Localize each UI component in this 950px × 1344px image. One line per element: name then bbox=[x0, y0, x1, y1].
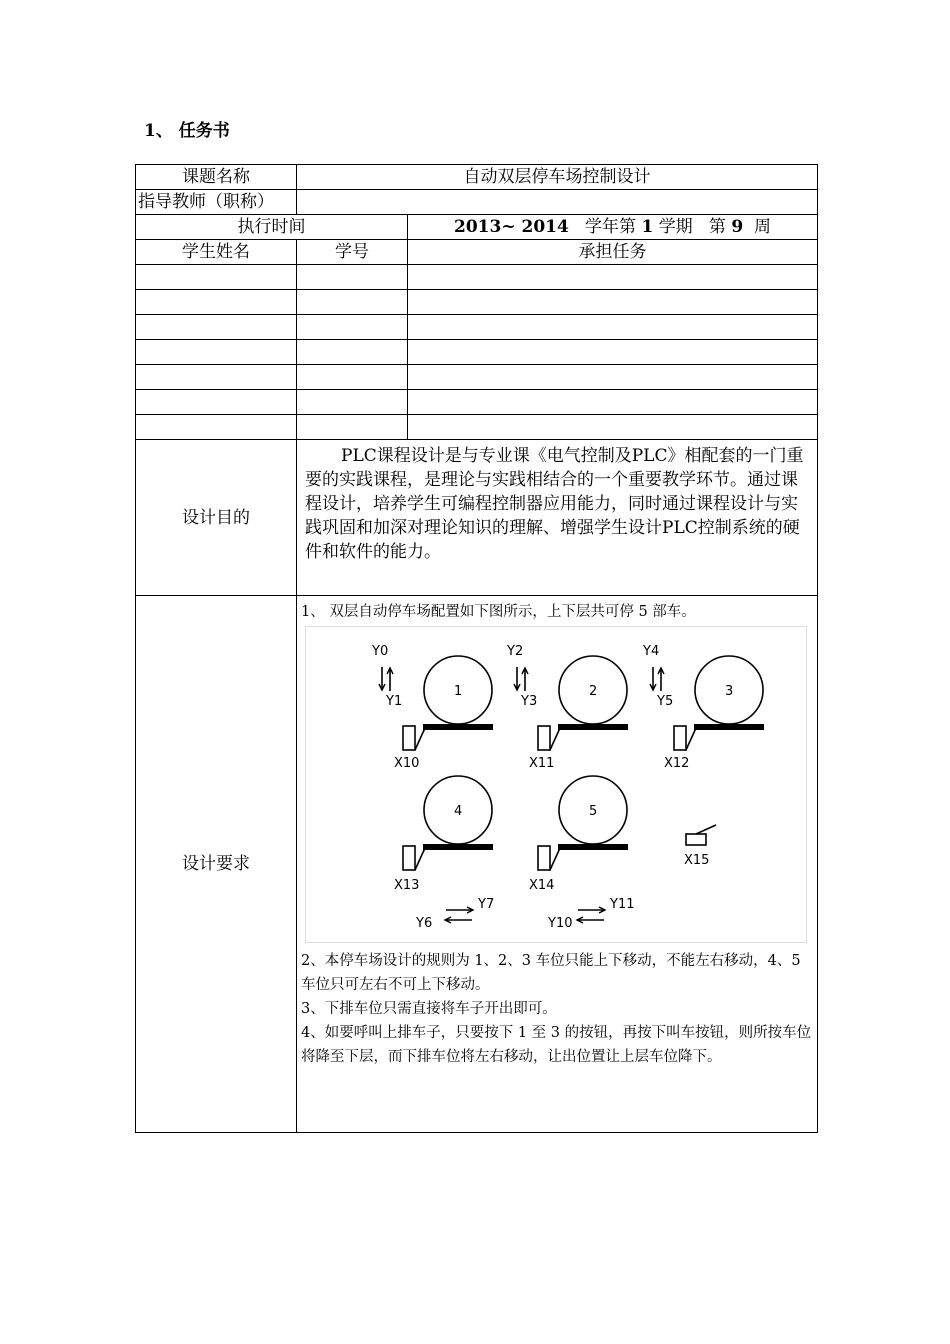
down-signal-label: Y1 bbox=[386, 694, 403, 709]
time-years: 2013~ 2014 bbox=[454, 217, 569, 237]
h-signal-label: Y6 bbox=[416, 916, 433, 931]
requirement-3: 3、下排车位只需直接将车子开出即可。 bbox=[301, 1001, 557, 1017]
sensor-label: X11 bbox=[529, 756, 555, 771]
time-text-2: 学期 bbox=[658, 217, 693, 237]
sensor-label: X13 bbox=[394, 878, 420, 893]
h-signal-label: Y10 bbox=[548, 916, 573, 931]
time-term: 1 bbox=[641, 217, 654, 237]
parking-diagram bbox=[305, 626, 807, 943]
requirement-label: 设计要求 bbox=[136, 596, 297, 1133]
sensor-box bbox=[674, 726, 686, 750]
sensor-arm bbox=[550, 848, 560, 870]
time-week: 9 bbox=[731, 217, 744, 237]
up-signal-label: Y0 bbox=[372, 644, 389, 659]
table-row bbox=[136, 415, 818, 440]
advisor-value bbox=[297, 190, 818, 215]
purpose-label: 设计目的 bbox=[136, 440, 297, 596]
h-signal-label: Y11 bbox=[610, 897, 635, 912]
topic-row bbox=[136, 165, 818, 190]
platform bbox=[423, 724, 493, 730]
wheel-label: 1 bbox=[454, 684, 463, 699]
sensor-arm bbox=[686, 728, 696, 750]
sensor-label: X10 bbox=[394, 756, 420, 771]
table-row bbox=[136, 315, 818, 340]
purpose-text: PLC课程设计是与专业课《电气控制及PLC》相配套的一门重要的实践课程，是理论与实践相结合的一个重要教学环节。通过课程设计，培养学生可编程控制器应用能力，同时通过课程设计与实践巩固和加深对理论知识的理解、增强学生设计PLC控制系统的硬件和软件的能力。 bbox=[297, 440, 818, 596]
sensor-arm bbox=[415, 728, 425, 750]
platform bbox=[558, 844, 628, 850]
time-row bbox=[136, 215, 818, 240]
time-text-3: 第 bbox=[708, 217, 726, 237]
advisor-label: 指导教师（职称） bbox=[136, 190, 297, 215]
table-row bbox=[136, 265, 818, 290]
sensor-box bbox=[403, 726, 415, 750]
sensor-arm bbox=[415, 848, 425, 870]
task-col: 承担任务 bbox=[408, 240, 818, 265]
platform bbox=[694, 724, 764, 730]
platform bbox=[558, 724, 628, 730]
wheel-label: 5 bbox=[589, 804, 598, 819]
up-signal-label: Y2 bbox=[507, 644, 524, 659]
section-heading: 1、 任务书 bbox=[144, 121, 230, 141]
sensor-box bbox=[538, 846, 550, 870]
sensor-label: X15 bbox=[684, 853, 710, 868]
time-text-4: 周 bbox=[753, 217, 771, 237]
topic-label: 课题名称 bbox=[136, 165, 297, 190]
sensor-label: X12 bbox=[664, 756, 690, 771]
wheel-label: 4 bbox=[454, 804, 463, 819]
wheel-label: 2 bbox=[589, 684, 598, 699]
sensor-x15-arm bbox=[696, 825, 716, 834]
requirement-row bbox=[136, 596, 818, 1133]
wheel-label: 3 bbox=[725, 684, 734, 699]
topic-value: 自动双层停车场控制设计 bbox=[297, 165, 818, 190]
time-label: 执行时间 bbox=[136, 215, 408, 240]
table-row bbox=[136, 290, 818, 315]
task-table bbox=[135, 164, 818, 1133]
table-row bbox=[136, 340, 818, 365]
platform bbox=[423, 844, 493, 850]
sensor-x15-box bbox=[686, 834, 706, 845]
purpose-row bbox=[136, 440, 818, 596]
table-row bbox=[136, 390, 818, 415]
sensor-label: X14 bbox=[529, 878, 555, 893]
requirement-4: 4、如要呼叫上排车子，只要按下 1 至 3 的按钮，再按下叫车按钮，则所按车位将降至下层，而下排车位将左右移动，让出位置让上层车位降下。 bbox=[301, 1025, 812, 1065]
requirement-content bbox=[297, 596, 818, 1133]
time-text-1: 学年第 bbox=[585, 217, 637, 237]
advisor-row bbox=[136, 190, 818, 215]
sensor-box bbox=[403, 846, 415, 870]
student-col: 学生姓名 bbox=[136, 240, 297, 265]
sensor-box bbox=[538, 726, 550, 750]
time-value bbox=[408, 215, 818, 240]
id-col: 学号 bbox=[297, 240, 408, 265]
h-signal-label: Y7 bbox=[478, 897, 495, 912]
down-signal-label: Y3 bbox=[521, 694, 538, 709]
down-signal-label: Y5 bbox=[657, 694, 674, 709]
table-row bbox=[136, 365, 818, 390]
sensor-arm bbox=[550, 728, 560, 750]
up-signal-label: Y4 bbox=[643, 644, 660, 659]
student-header-row bbox=[136, 240, 818, 265]
requirement-1: 1、 双层自动停车场配置如下图所示，上下层共可停 5 部车。 bbox=[301, 604, 696, 620]
requirement-2: 2、本停车场设计的规则为 1、2、3 车位只能上下移动，不能左右移动，4、5 车位只可左右不可上下移动。 bbox=[301, 953, 801, 993]
